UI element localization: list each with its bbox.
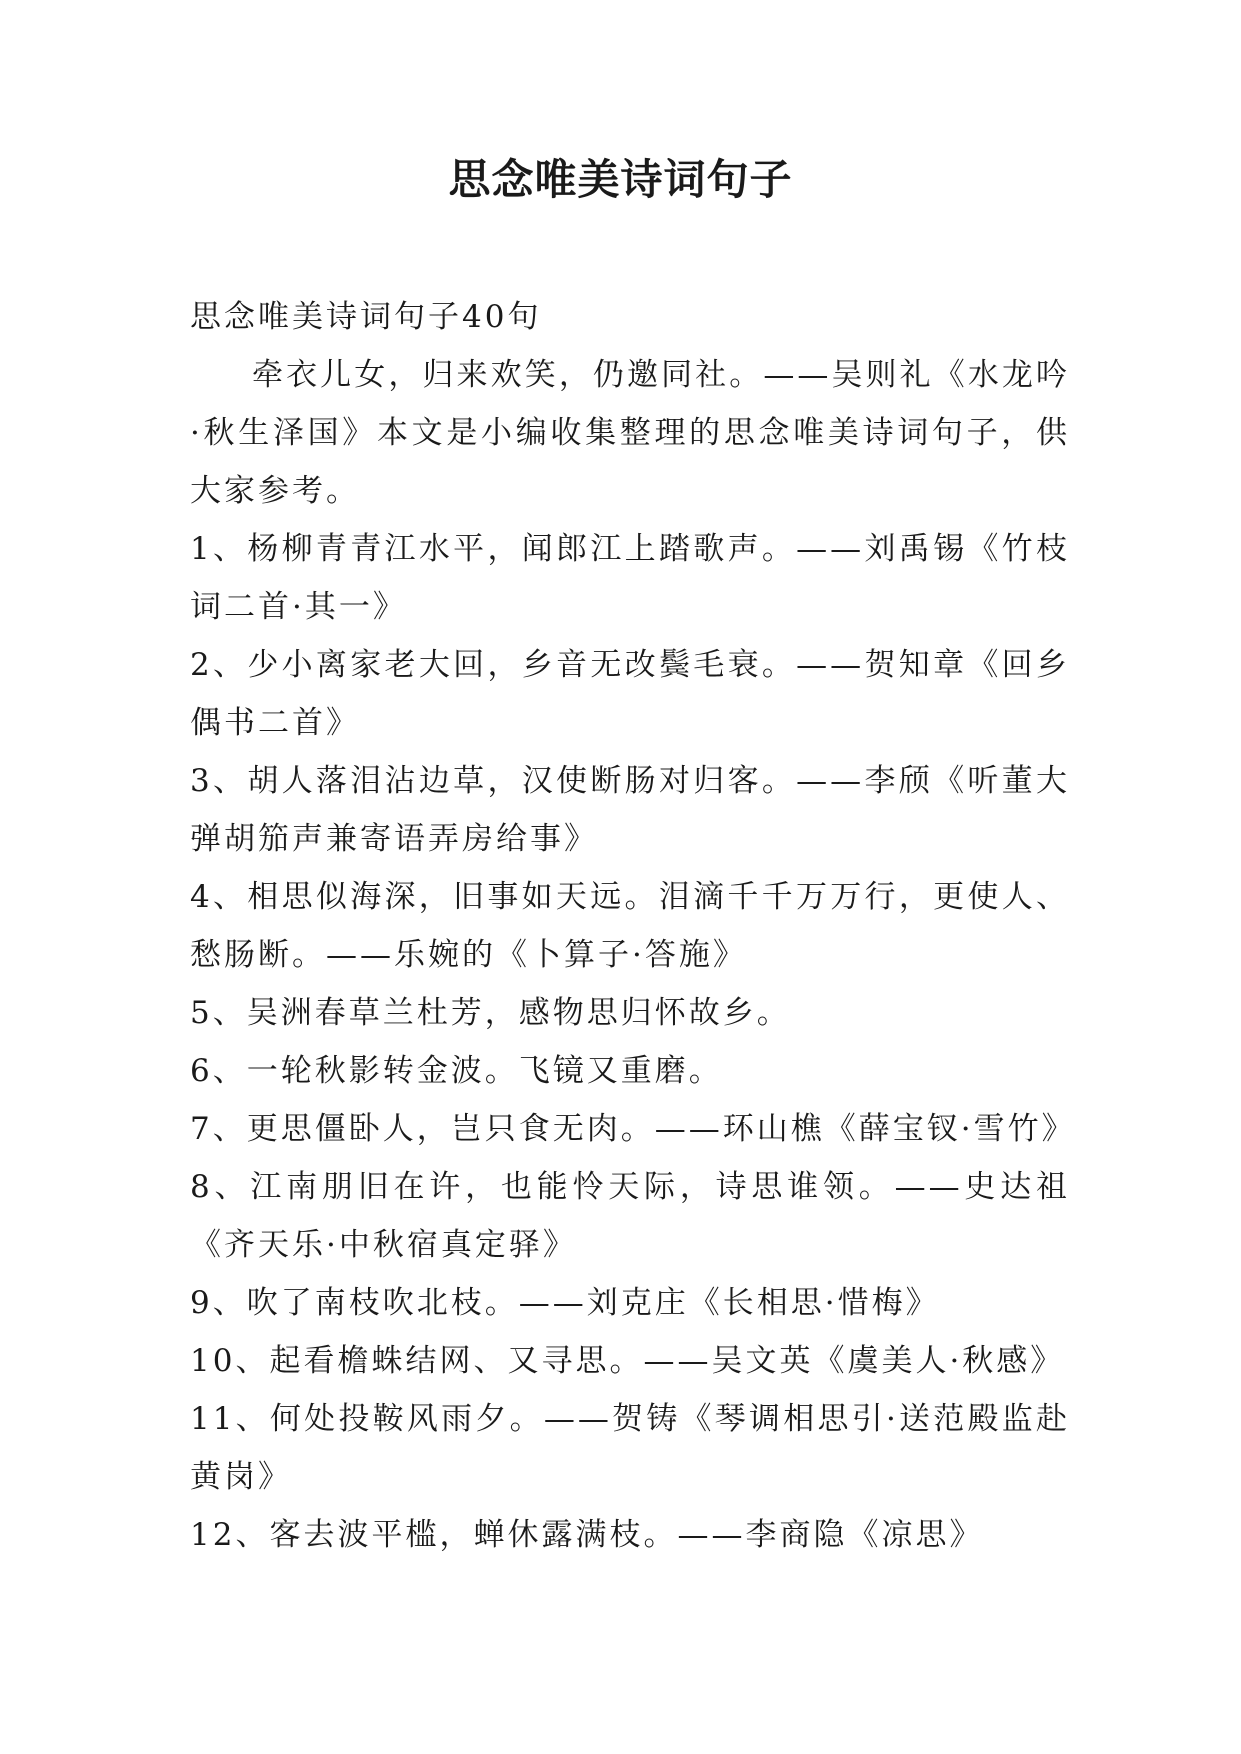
poem-line-11: 11、何处投鞍风雨夕。——贺铸《琴调相思引·送范殿监赴黄岗》 xyxy=(190,1401,1070,1495)
document-title: 思念唯美诗词句子 xyxy=(448,155,793,204)
document-body xyxy=(190,288,1076,1564)
poem-line-1: 1、杨柳青青江水平，闻郎江上踏歌声。——刘禹锡《竹枝词二首·其一》 xyxy=(190,531,1070,625)
poem-line-4: 4、相思似海深，旧事如天远。泪滴千千万万行，更使人、愁肠断。——乐婉的《卜算子·答施》 xyxy=(190,879,1070,973)
poem-line-8: 8、江南朋旧在许，也能怜天际，诗思谁领。——史达祖《齐天乐·中秋宿真定驿》 xyxy=(190,1169,1070,1263)
poem-line-12: 12、客去波平槛，蝉休露满枝。——李商隐《凉思》 xyxy=(190,1517,984,1553)
intro-paragraph: 牵衣儿女，归来欢笑，仍邀同社。——吴则礼《水龙吟·秋生泽国》本文是小编收集整理的思念唯美诗词句子，供大家参考。 xyxy=(190,357,1070,509)
document-subtitle: 思念唯美诗词句子40句 xyxy=(190,299,542,335)
poem-line-9: 9、吹了南枝吹北枝。——刘克庄《长相思·惜梅》 xyxy=(190,1285,940,1321)
poem-line-10: 10、起看檐蛛结网、又寻思。——吴文英《虞美人·秋感》 xyxy=(190,1343,1065,1379)
poem-line-6: 6、一轮秋影转金波。飞镜又重磨。 xyxy=(190,1053,723,1089)
poem-line-2: 2、少小离家老大回，乡音无改鬓毛衰。——贺知章《回乡偶书二首》 xyxy=(190,647,1070,741)
poem-line-5: 5、吴洲春草兰杜芳，感物思归怀故乡。 xyxy=(190,995,791,1031)
poem-line-3: 3、胡人落泪沾边草，汉使断肠对归客。——李颀《听董大弹胡笳声兼寄语弄房给事》 xyxy=(190,763,1070,857)
poem-line-7: 7、更思僵卧人，岂只食无肉。——环山樵《薛宝钗·雪竹》 xyxy=(190,1111,1076,1147)
